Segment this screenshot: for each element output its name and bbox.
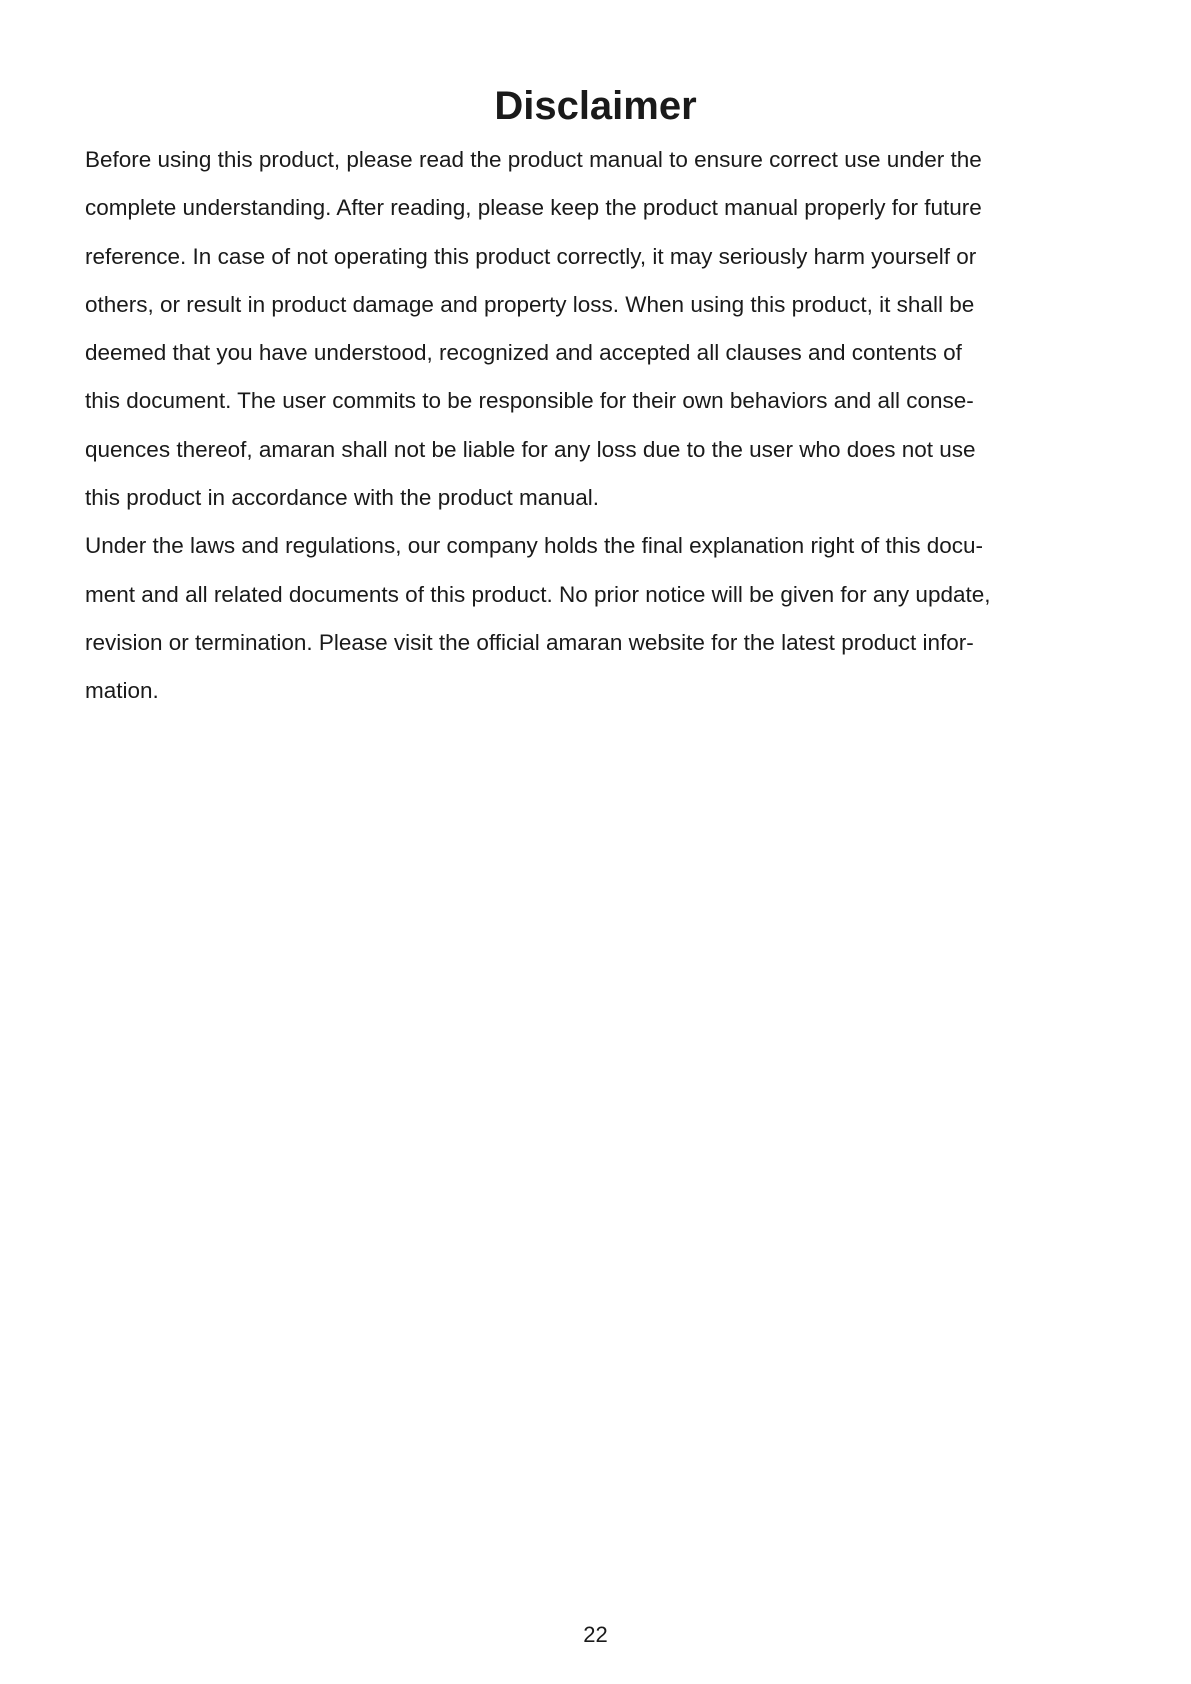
disclaimer-body [85, 136, 1109, 716]
text-line: Before using this product, please read the product manual to ensure correct use under the [85, 147, 982, 172]
text-line: mation. [85, 678, 159, 704]
page-title: Disclaimer [494, 84, 697, 128]
text-line: quences thereof, amaran shall not be liable for any loss due to the user who does not use [85, 436, 976, 462]
text-line: others, or result in product damage and property loss. When using this product, it shall be [85, 291, 975, 317]
text-line: this document. The user commits to be responsible for their own behaviors and all conse- [85, 388, 974, 414]
text-line: revision or termination. Please visit the official amaran website for the latest product infor- [85, 629, 974, 655]
text-line: Under the laws and regulations, our company holds the final explanation right of this docu- [85, 533, 984, 559]
text-line: this product in accordance with the product manual. [85, 485, 600, 511]
paragraph-legal-rights [85, 522, 1109, 715]
page-number: 22 [583, 1622, 608, 1647]
text-line: ment and all related documents of this product. No prior notice will be given for any update, [85, 581, 991, 607]
text-line: reference. In case of not operating this product correctly, it may seriously harm yourself or [85, 243, 977, 269]
text-line: complete understanding. After reading, please keep the product manual properly for future [85, 195, 982, 221]
text-line: deemed that you have understood, recognized and accepted all clauses and contents of [85, 340, 962, 366]
paragraph-usage-terms [85, 136, 1109, 522]
